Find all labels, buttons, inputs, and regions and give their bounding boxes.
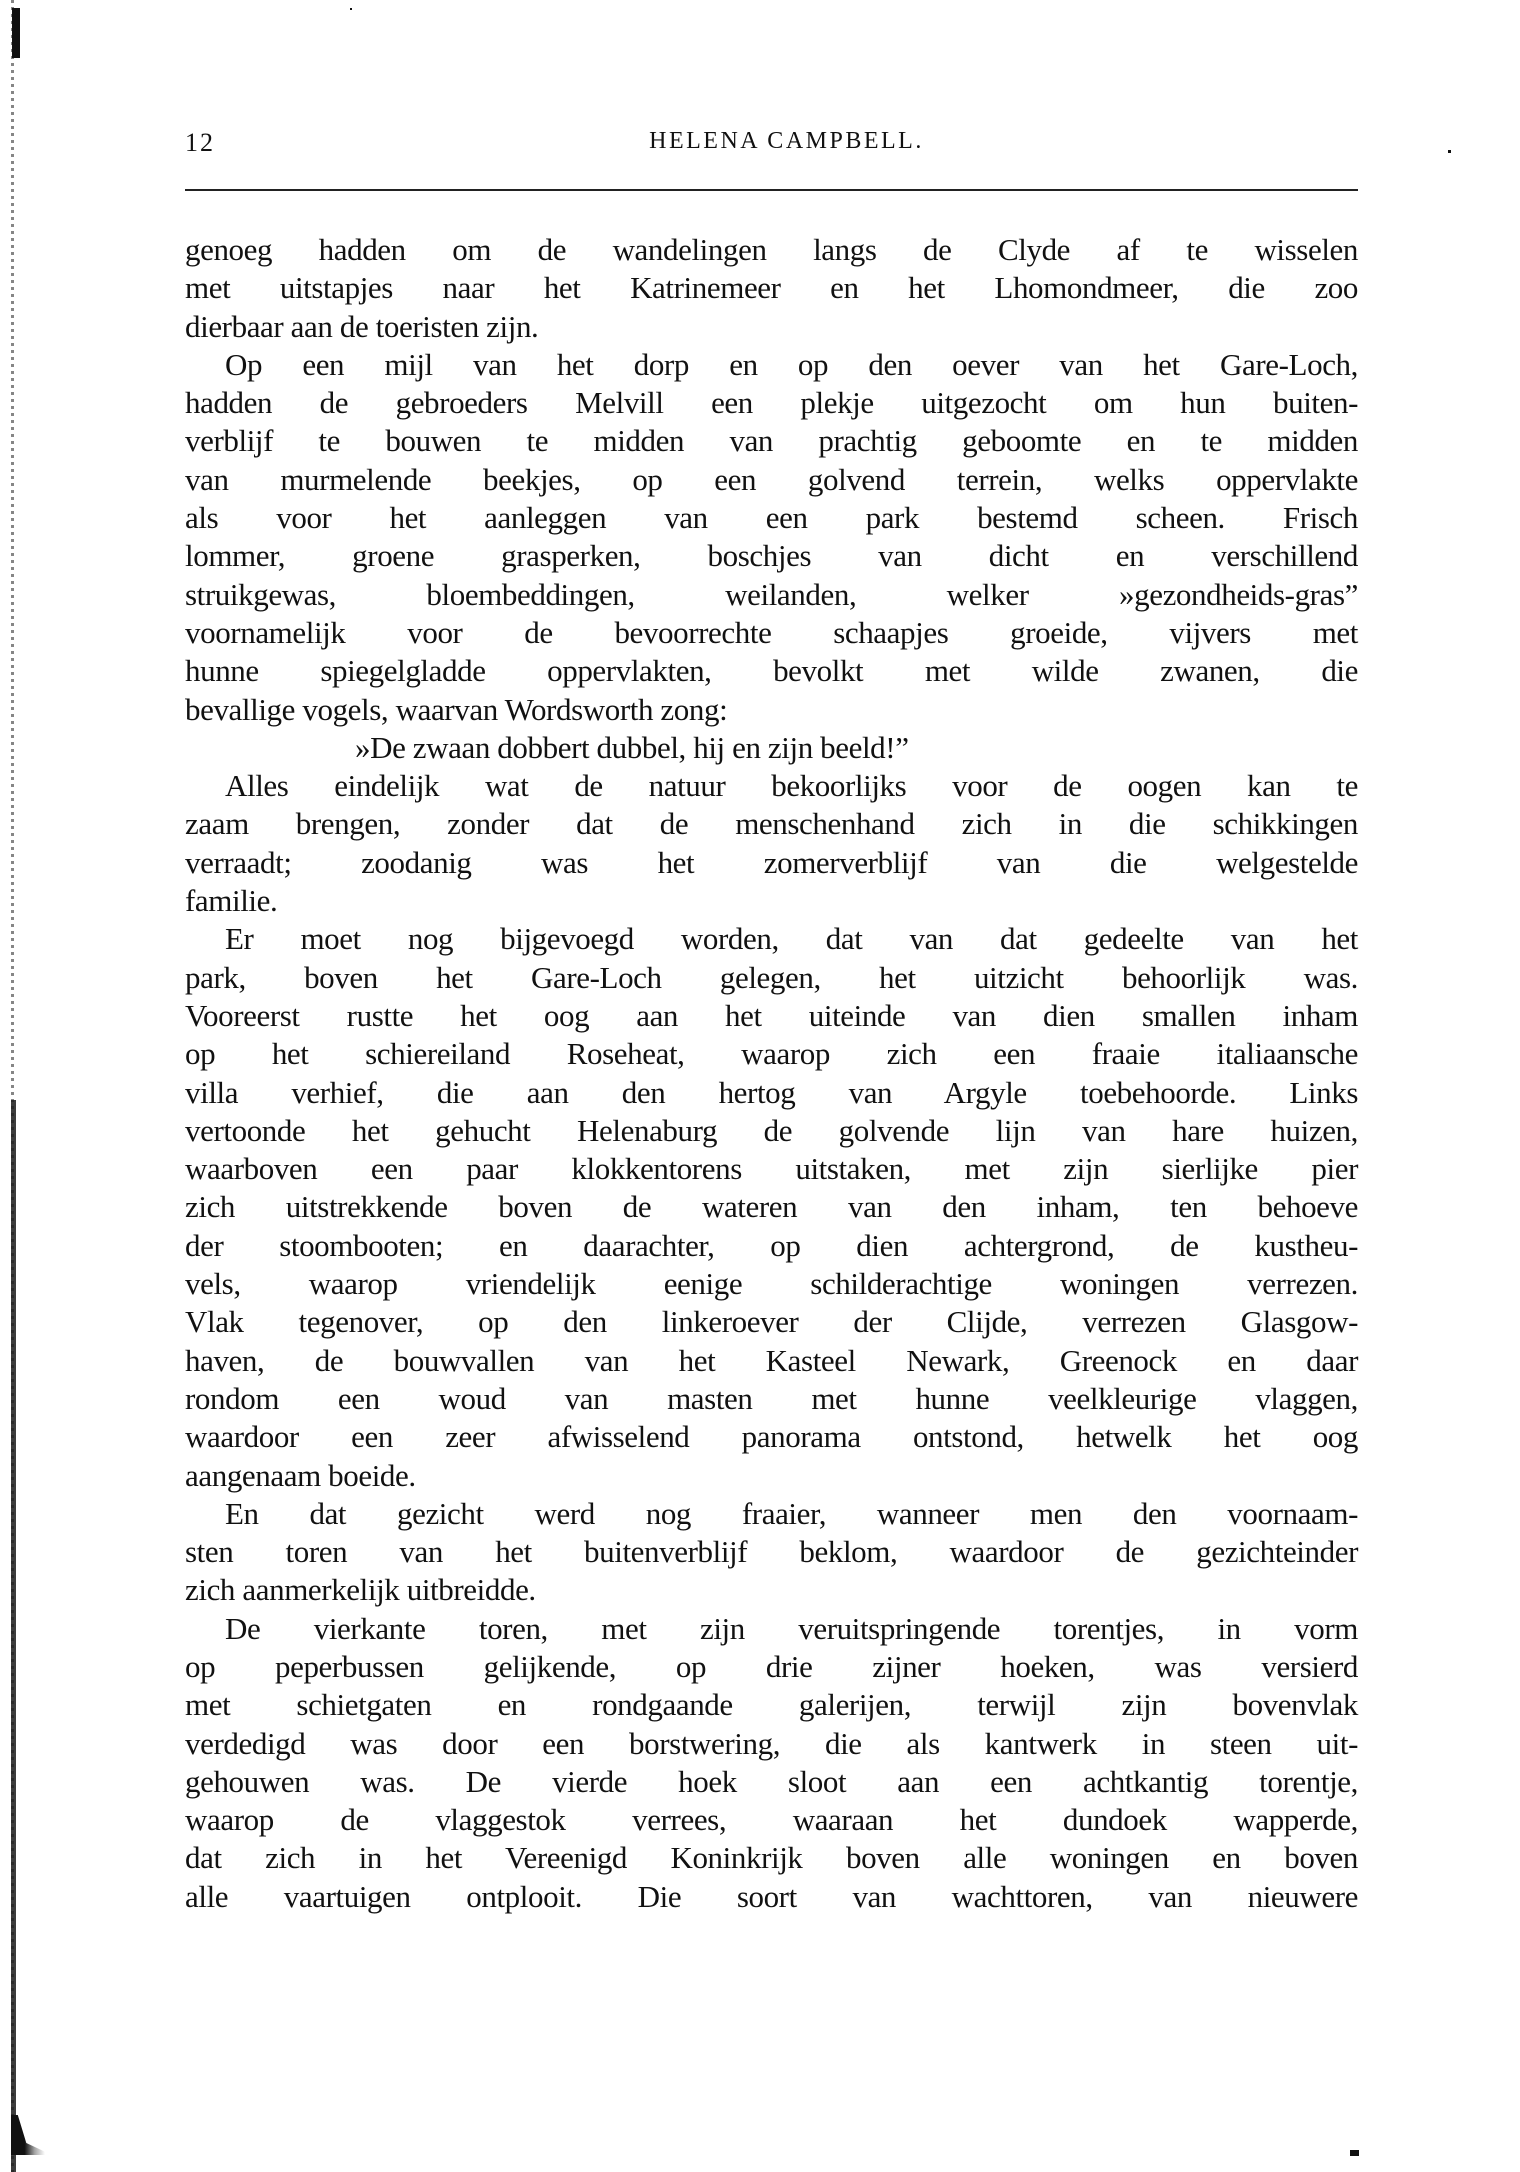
- text-line: [185, 652, 1358, 690]
- quotation-line: [185, 729, 1358, 767]
- text-line-content: op peperbussen gelijkende, op drie zijner hoeken, was versierd: [185, 1648, 1358, 1684]
- text-line: [185, 1686, 1358, 1724]
- stray-dot: [350, 8, 352, 10]
- text-line: [185, 384, 1358, 422]
- text-line: [185, 1457, 1358, 1495]
- text-line: [185, 805, 1358, 843]
- text-line: [185, 1610, 1358, 1648]
- text-line-content: als voor het aanleggen van een park bestemd scheen. Frisch: [185, 500, 1358, 536]
- text-line: [185, 614, 1358, 652]
- text-line-content: haven, de bouwvallen van het Kasteel Newark, Greenock en daar: [185, 1342, 1358, 1378]
- text-line: [185, 1763, 1358, 1801]
- text-line-content: Er moet nog bijgevoegd worden, dat van dat gedeelte van het: [225, 921, 1358, 957]
- text-line: [185, 1150, 1358, 1188]
- text-line: [185, 1878, 1358, 1916]
- text-line-content: Vooreerst rustte het oog aan het uiteinde van dien smallen inham: [185, 997, 1358, 1033]
- text-line-content: hadden de gebroeders Melvill een plekje uitgezocht om hun buiten-: [185, 385, 1358, 421]
- text-line: [185, 959, 1358, 997]
- header-rule: [185, 189, 1358, 191]
- text-line-content: waardoor een zeer afwisselend panorama ontstond, hetwelk het oog: [185, 1419, 1358, 1455]
- text-line-content: hunne spiegelgladde oppervlakten, bevolkt met wilde zwanen, die: [185, 653, 1358, 689]
- text-line: [185, 1725, 1358, 1763]
- text-line: [185, 308, 1358, 346]
- text-line-content: waarop de vlaggestok verrees, waaraan het dundoek wapperde,: [185, 1802, 1358, 1838]
- text-line-content: voornamelijk voor de bevoorrechte schaapjes groeide, vijvers met: [185, 614, 1358, 650]
- text-line: [185, 1571, 1358, 1609]
- text-line: [185, 767, 1358, 805]
- text-line-content: vels, waarop vriendelijk eenige schilderachtige woningen verrezen.: [185, 1266, 1358, 1302]
- text-line: [185, 461, 1358, 499]
- text-line: [185, 1303, 1358, 1341]
- text-line-content: vertoonde het gehucht Helenaburg de golvende lijn van hare huizen,: [185, 1112, 1358, 1148]
- text-line: [185, 537, 1358, 575]
- text-line-content: De vierkante toren, met zijn veruitspringende torentjes, in vorm: [225, 1610, 1358, 1646]
- text-line: [185, 576, 1358, 614]
- text-line-content: Alles eindelijk wat de natuur bekoorlijks voor de oogen kan te: [225, 768, 1358, 804]
- text-line-content: waarboven een paar klokkentorens uitstaken, met zijn sierlijke pier: [185, 1151, 1358, 1187]
- text-line-content: van murmelende beekjes, op een golvend terrein, welks oppervlakte: [185, 461, 1358, 497]
- text-line-content: gehouwen was. De vierde hoek sloot aan een achtkantig torentje,: [185, 1763, 1358, 1799]
- text-line: [185, 1265, 1358, 1303]
- text-line: [185, 1801, 1358, 1839]
- text-line-content: verblijf te bouwen te midden van prachtig geboomte en te midden: [185, 423, 1358, 459]
- text-line-content: struikgewas, bloembeddingen, weilanden, welker »gezondheids-gras”: [185, 576, 1358, 612]
- text-line-content: park, boven het Gare-Loch gelegen, het uitzicht behoorlijk was.: [185, 959, 1358, 995]
- text-line-content: aangenaam boeide.: [185, 1457, 416, 1493]
- text-line-content: der stoombooten; en daarachter, op dien achtergrond, de kustheu-: [185, 1227, 1358, 1263]
- text-line: [185, 844, 1358, 882]
- running-head: [185, 128, 1358, 168]
- text-line: [185, 1418, 1358, 1456]
- text-line: [185, 997, 1358, 1035]
- text-line-content: villa verhief, die aan den hertog van Argyle toebehoorde. Links: [185, 1074, 1358, 1110]
- text-line: [185, 1227, 1358, 1265]
- text-line-content: En dat gezicht werd nog fraaier, wanneer men den voornaam-: [225, 1495, 1358, 1531]
- text-line: [185, 231, 1358, 269]
- text-line: [185, 1342, 1358, 1380]
- text-line-content: »De zwaan dobbert dubbel, hij en zijn beeld!”: [355, 729, 909, 765]
- text-line-content: zich uitstrekkende boven de wateren van den inham, ten behoeve: [185, 1189, 1358, 1225]
- text-line: [185, 1074, 1358, 1112]
- text-line: [185, 1648, 1358, 1686]
- text-line-content: dierbaar aan de toeristen zijn.: [185, 308, 539, 344]
- text-line: [185, 691, 1358, 729]
- page-body: [185, 231, 1358, 1916]
- text-line-content: verdedigd was door een borstwering, die als kantwerk in steen uit-: [185, 1725, 1358, 1761]
- text-line-content: zich aanmerkelijk uitbreidde.: [185, 1572, 536, 1608]
- text-line-content: zaam brengen, zonder dat de menschenhand zich in die schikkingen: [185, 806, 1358, 842]
- scan-edge-lower-artifact: [11, 1100, 16, 2172]
- text-line: [185, 422, 1358, 460]
- text-line-content: verraadt; zoodanig was het zomerverblijf van die welgestelde: [185, 844, 1358, 880]
- running-title: HELENA CAMPBELL.: [649, 128, 924, 154]
- text-line: [185, 1380, 1358, 1418]
- text-line: [185, 1839, 1358, 1877]
- text-line: [185, 499, 1358, 537]
- text-line: [185, 1112, 1358, 1150]
- text-line: [185, 1495, 1358, 1533]
- text-line-content: op het schiereiland Roseheat, waarop zich een fraaie italiaansche: [185, 1036, 1358, 1072]
- scan-top-left-artifact: [12, 8, 20, 58]
- text-line-content: met uitstapjes naar het Katrinemeer en het Lhomondmeer, die zoo: [185, 270, 1358, 306]
- stray-dot: [1448, 150, 1451, 153]
- text-line-content: alle vaartuigen ontplooit. Die soort van wachttoren, van nieuwere: [185, 1878, 1358, 1914]
- text-line-content: genoeg hadden om de wandelingen langs de Clyde af te wisselen: [185, 232, 1358, 267]
- text-line: [185, 269, 1358, 307]
- text-line-content: familie.: [185, 883, 278, 919]
- text-line-content: sten toren van het buitenverblijf beklom, waardoor de gezichteinder: [185, 1534, 1358, 1570]
- text-line: [185, 1188, 1358, 1226]
- text-line: [185, 882, 1358, 920]
- text-line-content: lommer, groene grasperken, boschjes van dicht en verschillend: [185, 538, 1358, 574]
- text-line: [185, 920, 1358, 958]
- text-line: [185, 346, 1358, 384]
- text-line-content: Vlak tegenover, op den linkeroever der Clijde, verrezen Glasgow-: [185, 1304, 1358, 1340]
- text-line-content: Op een mijl van het dorp en op den oever van het Gare-Loch,: [225, 346, 1358, 382]
- text-line: [185, 1035, 1358, 1073]
- signature-mark: [1350, 2150, 1359, 2156]
- text-line-content: met schietgaten en rondgaande galerijen, terwijl zijn bovenvlak: [185, 1687, 1358, 1723]
- text-line-content: bevallige vogels, waarvan Wordsworth zong:: [185, 691, 728, 727]
- page-number: 12: [185, 128, 215, 157]
- scan-corner-artifact: [11, 2115, 45, 2155]
- text-line-content: rondom een woud van masten met hunne veelkleurige vlaggen,: [185, 1380, 1358, 1416]
- text-line: [185, 1533, 1358, 1571]
- text-line-content: dat zich in het Vereenigd Koninkrijk boven alle woningen en boven: [185, 1840, 1358, 1876]
